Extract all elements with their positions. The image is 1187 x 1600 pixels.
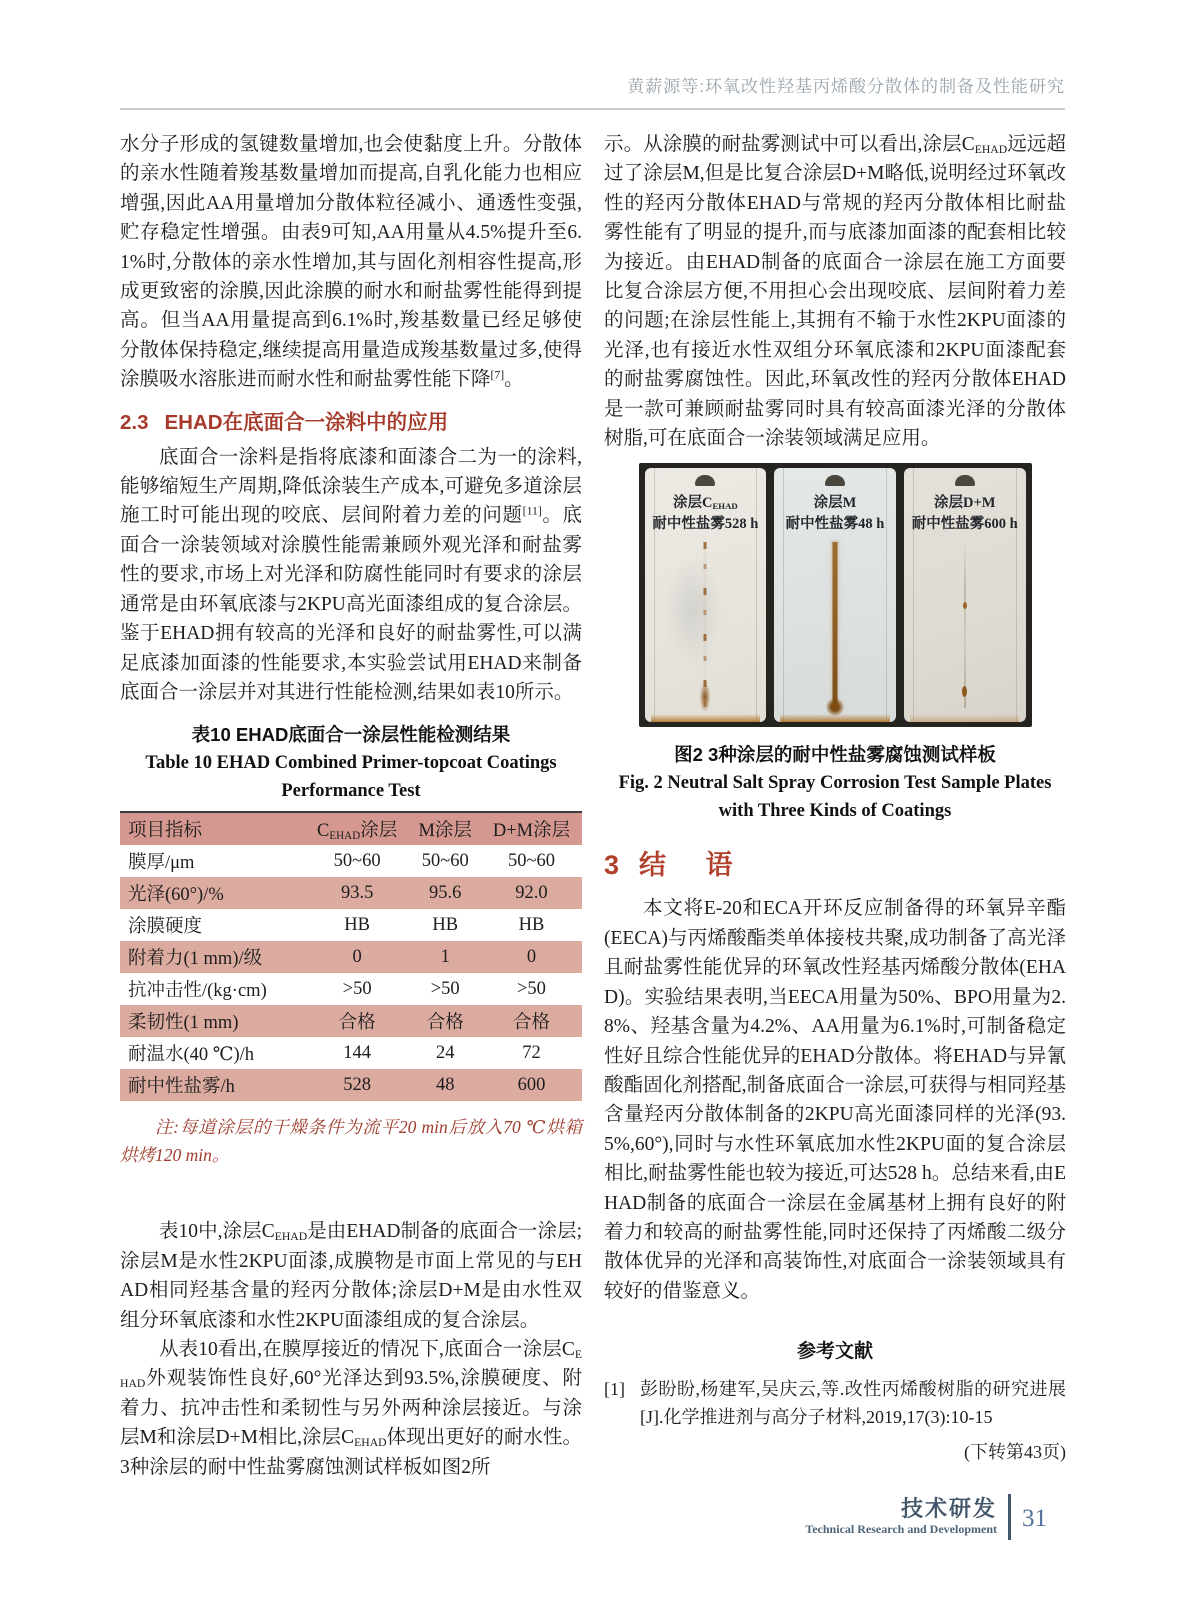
table-header-cell: D+M涂层: [492, 821, 571, 842]
plate-name: 涂层M: [813, 495, 857, 512]
performance-table-body: [120, 845, 582, 1101]
table-cell: HB: [518, 914, 545, 935]
table-cell: 0: [526, 946, 537, 967]
table-cell: 膜厚/μm: [128, 853, 195, 874]
table-cell: 柔韧性(1 mm): [128, 1013, 239, 1034]
section-title: 结 语: [639, 850, 749, 881]
right-column: [604, 130, 1066, 1482]
table-cell: >50: [430, 978, 460, 999]
plate-result: 耐中性盐雾600 h: [911, 516, 1018, 533]
footer-divider: [1008, 1494, 1011, 1540]
table-row: [120, 909, 582, 941]
table-row: [120, 845, 582, 877]
table-cell: 合格: [426, 1013, 464, 1034]
table-cell: 光泽(60°)/%: [128, 885, 224, 906]
references-heading: 参考文献: [796, 1341, 873, 1363]
page-footer: [805, 1492, 1047, 1542]
scribe-corrosion-line: [833, 542, 838, 708]
plate-result: 耐中性盐雾48 h: [785, 516, 885, 533]
hang-hole: [955, 475, 975, 486]
paragraph-coating-definitions: 表10中,涂层$C_{EHAD}$是由EHAD制备的底面合一涂层;涂层M是水性2KPU面漆,成膜物是市面上常见的与EHAD相同羟基含量的羟丙分散体;涂层D+M是由水性双组分环氧底漆和水性2KPU面漆组成的复合涂层。: [120, 1221, 582, 1331]
table-header-cell: M涂层: [418, 821, 472, 842]
paragraph-aa-dosage: 水分子形成的氢键数量增加,也会使黏度上升。分散体的亲水性随着羧基数量增加而提高,自乳化能力也相应增强,因此AA用量增加分散体粒径减小、通透性变强,贮存稳定性增强。由表9可知,AA用量从4.5%提升至6.1%时,分散体的亲水性增加,其与固化剂相容性提高,形成更致密的涂膜,因此涂膜的耐水和耐盐雾性能得到提高。但当AA用量提高到6.1%时,羧基数量已经足够使分散体保持稳定,继续提高用量造成羧基数量过多,使得涂膜吸水溶胀进而耐水性和耐盐雾性能下降[7]。: [120, 134, 582, 391]
section-number: 3: [604, 850, 620, 881]
running-head: [120, 72, 1065, 110]
paragraph-primer-topcoat-intro: 底面合一涂料是指将底漆和面漆合二为一的涂料,能够缩短生产周期,降低涂装生产成本,可避免多道涂层施工时可能出现的咬底、层间附着力差的问题[11]。底面合一涂装领域对涂膜性能需兼顾外观光泽和耐盐雾性的要求,市场上对光泽和防腐性能同时有要求的涂层通常是由环氧底漆与2KPU高光面漆组成的复合涂层。鉴于EHAD拥有较高的光泽和良好的耐盐雾性,可以满足底漆加面漆的性能要求,本实验尝试用EHAD来制备底面合一涂层并对其进行性能检测,结果如表10所示。: [120, 446, 582, 703]
table-cell: 48: [435, 1074, 455, 1095]
table-header-cell: $C_{EHAD}$涂层: [317, 821, 398, 843]
scribe-corrosion-line: [704, 542, 707, 708]
two-column-layout: [120, 130, 1066, 1482]
table-header-cell: 项目指标: [128, 821, 203, 842]
table-caption-en-line1: Table 10 EHAD Combined Primer-topcoat Coatings: [145, 753, 557, 774]
footer-section-labels: [805, 1497, 997, 1537]
hang-hole: [825, 475, 845, 486]
paragraph-conclusion: 本文将E-20和ECA开环反应制备得的环氧异辛酯(EECA)与丙烯酸酯类单体接枝共聚,成功制备了高光泽且耐盐雾性能优异的环氧改性羟基丙烯酸分散体(EHAD)。实验结果表明,当EECA用量为50%、BPO用量为2.8%、羟基含量为4.2%、AA用量为6.1%时,可制备稳定性好且综合性能优异的EHAD分散体。将EHAD与异氰酸酯固化剂搭配,制备底面合一涂层,可获得与相同羟基含量羟丙分散体制备的2KPU高光面漆同样的光泽(93.5%,60°),同时与水性环氧底加水性2KPU面的复合涂层相比,耐盐雾性能也较为接近,可达528 h。总结来看,由EHAD制备的底面合一涂层在金属基材上拥有良好的附着力和较高的耐盐雾性能,同时还保持了丙烯酸二级分散体优异的光泽和高装饰性,对底面合一涂装领域具有较好的借鉴意义。: [604, 898, 1066, 1302]
table-cell: 24: [435, 1042, 455, 1063]
plate-name: 涂层$C_{EHAD}$: [673, 495, 738, 512]
table-caption: [120, 721, 582, 805]
paragraph-salt-spray-discussion: 示。从涂膜的耐盐雾测试中可以看出,涂层$C_{EHAD}$远远超过了涂层M,但是比复合涂层D+M略低,说明经过环氧改性的羟丙分散体EHAD与常规的羟丙分散体相比耐盐雾性能有了明显的提升,而与底漆加面漆的配套相比较为接近。由EHAD制备的底面合一涂层在施工方面要比复合涂层方便,不用担心会出现咬底、层间附着力差的问题;在涂层性能上,其拥有不输于水性2KPU面漆的光泽,也有接近水性双组分环氧底漆和2KPU面漆配套的耐盐雾腐蚀性。因此,环氧改性的羟丙分散体EHAD是一款可兼顾耐盐雾同时具有较高面漆光泽的分散体树脂,可在底面合一涂装领域满足应用。: [604, 134, 1066, 450]
table-cell: 合格: [512, 1013, 550, 1034]
table-cell: 合格: [338, 1013, 376, 1034]
section-heading-conclusion: [604, 843, 1066, 882]
table-cell: 附着力(1 mm)/级: [128, 949, 263, 970]
table-note: 注:每道涂层的干燥条件为流平20 min后放入70 ℃烘箱烘烤120 min。: [120, 1117, 582, 1166]
table-cell: 50~60: [333, 850, 381, 871]
bottom-rust-stain: [910, 714, 1020, 722]
plate-label: [774, 493, 896, 535]
section-heading-2-3: [120, 405, 582, 435]
reference-text: 彭盼盼,杨建军,吴庆云,等.改性丙烯酸树脂的研究进展[J].化学推进剂与高分子材料,2019,17(3):10-15: [640, 1379, 1066, 1428]
running-head-title: 黄薪源等:环氧改性羟基丙烯酸分散体的制备及性能研究: [627, 77, 1065, 96]
table-cell: 93.5: [340, 882, 374, 903]
section-title: EHAD在底面合一涂料中的应用: [164, 410, 449, 434]
figure-caption-en-line1: Fig. 2 Neutral Salt Spray Corrosion Test Sample Plates: [618, 773, 1052, 794]
table-caption-en-line2: Performance Test: [281, 781, 421, 802]
table-cell: 抗冲击性/(kg·cm): [128, 981, 267, 1002]
plate-name: 涂层D+M: [933, 495, 996, 512]
figure-caption-cn: 图2 3种涂层的耐中性盐雾腐蚀测试样板: [674, 744, 996, 766]
table-cell: 95.6: [429, 882, 462, 903]
performance-table-head: [120, 812, 582, 845]
table-row: [120, 941, 582, 973]
table-cell: >50: [342, 978, 372, 999]
table-cell: 528: [343, 1074, 372, 1095]
table-cell: HB: [344, 914, 370, 935]
bottom-rust-stain: [651, 714, 761, 722]
hang-hole: [695, 475, 715, 486]
footer-section-cn: 技术研发: [900, 1496, 997, 1521]
table-cell: HB: [432, 914, 459, 935]
table-cell: 耐温水(40 ℃)/h: [128, 1045, 255, 1066]
reference-number: [1]: [604, 1379, 625, 1400]
section-number: 2.3: [120, 410, 149, 434]
scribe-corrosion-line: [964, 542, 966, 708]
table-cell: 0: [352, 946, 362, 967]
sample-plate-m: [774, 468, 896, 722]
plate-result: 耐中性盐雾528 h: [652, 516, 759, 533]
table-row: [120, 1069, 582, 1101]
table-cell: 50~60: [507, 850, 555, 871]
table-cell: 72: [522, 1042, 541, 1063]
vertical-gap: [120, 1169, 582, 1217]
table-cell: >50: [517, 978, 546, 999]
plate-label: [904, 493, 1026, 535]
table-row: [120, 1005, 582, 1037]
sample-plate-cehad: [645, 468, 767, 722]
table-row: [120, 1037, 582, 1069]
plate-label: [645, 493, 767, 535]
footer-section-en: Technical Research and Development: [805, 1522, 997, 1536]
table-cell: 144: [343, 1042, 372, 1063]
continuation-note: (下转第43页): [964, 1442, 1066, 1463]
bottom-rust-stain: [780, 714, 890, 722]
figure-caption-en-line2: with Three Kinds of Coatings: [718, 801, 952, 822]
paragraph-table10-discussion: 从表10看出,在膜厚接近的情况下,底面合一涂层$C_{EHAD}$外观装饰性良好,60°光泽达到93.5%,涂膜硬度、附着力、抗冲击性和柔韧性与另外两种涂层接近。与涂层M和涂层D+M相比,涂层$C_{EHAD}$体现出更好的耐水性。3种涂层的耐中性盐雾腐蚀测试样板如图2所: [120, 1338, 582, 1478]
table-cell: 92.0: [515, 882, 548, 903]
table-row: [120, 973, 582, 1005]
figure-photo-salt-spray-plates: [639, 463, 1032, 727]
table-cell: 600: [517, 1074, 546, 1095]
reference-item: [604, 1375, 1066, 1431]
table-cell: 1: [440, 946, 450, 967]
left-column: [120, 130, 582, 1482]
table-caption-cn: 表10 EHAD底面合一涂层性能检测结果: [191, 724, 511, 746]
table-cell: 耐中性盐雾/h: [128, 1077, 235, 1098]
footer-page-number: 31: [1022, 1505, 1047, 1532]
performance-table: [120, 811, 582, 1101]
sample-plate-d-plus-m: [904, 468, 1026, 722]
figure-caption: [604, 741, 1066, 825]
table-cell: 涂膜硬度: [128, 917, 203, 938]
table-cell: 50~60: [421, 850, 469, 871]
table-row: [120, 877, 582, 909]
